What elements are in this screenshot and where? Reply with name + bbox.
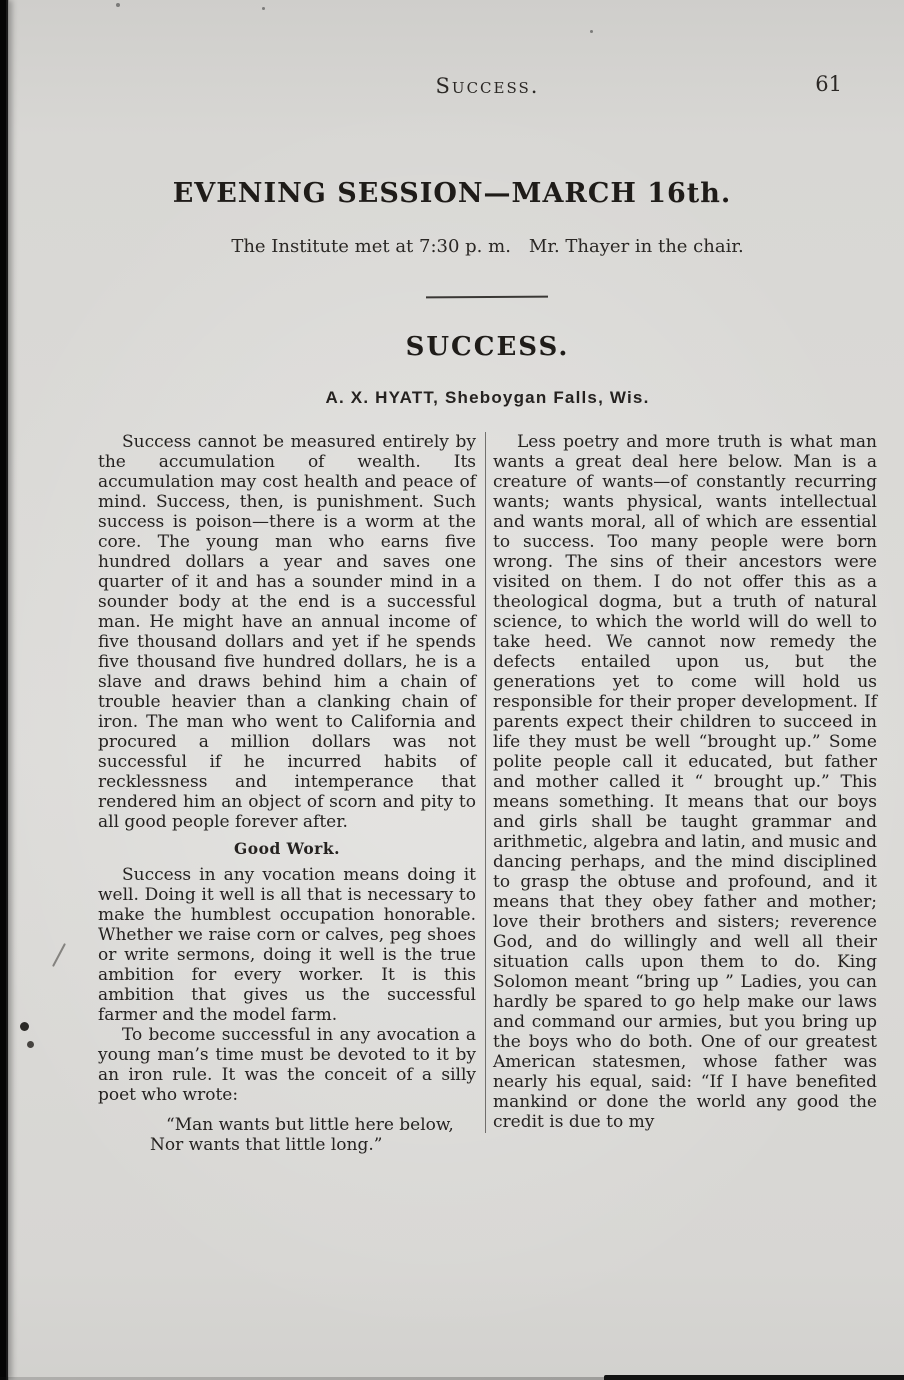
right-column bbox=[493, 432, 877, 1155]
scan-ink-dot bbox=[27, 1041, 34, 1048]
scan-speck bbox=[590, 30, 593, 33]
left-column bbox=[98, 432, 476, 1155]
meeting-note: The Institute met at 7:30 p. m. Mr. Thayer in the chair. bbox=[231, 236, 744, 257]
paragraph: To become successful in any avocation a young man’s time must be devoted to it by an iron rule. It was the conceit of a silly poet who wrote: bbox=[98, 1025, 476, 1105]
scan-speck bbox=[262, 7, 265, 10]
verse-line: Nor wants that little long.” bbox=[150, 1135, 383, 1155]
verse-quote bbox=[150, 1115, 476, 1155]
article-title: SUCCESS. bbox=[405, 332, 570, 362]
running-head: Success. bbox=[435, 74, 540, 98]
scan-left-edge-shadow bbox=[0, 0, 9, 1380]
column-divider-rule bbox=[485, 432, 486, 1133]
scan-speck bbox=[116, 3, 120, 7]
session-heading: EVENING SESSION—MARCH 16th. bbox=[172, 178, 732, 209]
scan-pencil-mark bbox=[52, 943, 66, 967]
paragraph: Success cannot be measured entirely by the accumulation of wealth. Its accumulation may cost health and peace of mind. Success, then, is punishment. Such success is poison—there is a worm at the core. The young man who earns five hundred dollars a year and saves one quarter of it and has a sounder mind in a sounder body at the end is a successful man. He might have an annual income of five thousand dollars and yet if he spends five thousand five hundred dollars, he is a slave and draws behind him a chain of trouble heavier than a clanking chain of iron. The man who went to California and procured a million dollars was not successful if he incurred habits of recklessness and intemperance that rendered him an object of scorn and pity to all good people forever after. bbox=[98, 432, 476, 832]
page-number: 61 bbox=[815, 72, 842, 96]
paragraph: Success in any vocation means doing it well. Doing it well is all that is necessary to make the humblest occupation honorable. Whether we raise corn or calves, peg shoes or write sermons, doing it well is the true ambition for every worker. It is this ambition that gives us the successful farmer and the model farm. bbox=[98, 865, 476, 1025]
verse-line: “Man wants but little here below, bbox=[166, 1115, 454, 1135]
section-divider-rule bbox=[426, 296, 548, 299]
scan-ink-dot bbox=[20, 1022, 29, 1031]
article-byline: A. X. HYATT, Sheboygan Falls, Wis. bbox=[325, 388, 650, 407]
article-columns bbox=[98, 432, 877, 1155]
subheading-good-work: Good Work. bbox=[234, 839, 340, 858]
paragraph: Less poetry and more truth is what man wants a great deal here below. Man is a creature of wants—of constantly recurring wants; wants physical, wants intellectual and wants moral, all of which are essential to success. Too many people were born wrong. The sins of their ancestors were visited on them. I do not offer this as a theological dogma, but a truth of natural science, to which the world will do well to take heed. We cannot now remedy the defects entailed upon us, but the generations yet to come will hold us responsible for their proper development. If parents expect their children to succeed in life they must be well “brought up.” Some polite people call it educated, but father and mother called it “ brought up.” This means something. It means that our boys and girls shall be taught grammar and arithmetic, algebra and latin, and music and dancing perhaps, and the mind disciplined to grasp the obtuse and profound, and it means that they obey father and mother; love their brothers and sisters; reverence God, and do willingly and well all their situation calls upon them to do. King Solomon meant “bring up ” Ladies, you can hardly be spared to go help make our laws and command our armies, but you bring up the boys who do both. One of our greatest American statesmen, whose father was nearly his equal, said: “If I have benefited mankind or done the world any good the credit is due to my bbox=[493, 432, 877, 1132]
scan-bottom-edge-shadow bbox=[604, 1375, 904, 1380]
